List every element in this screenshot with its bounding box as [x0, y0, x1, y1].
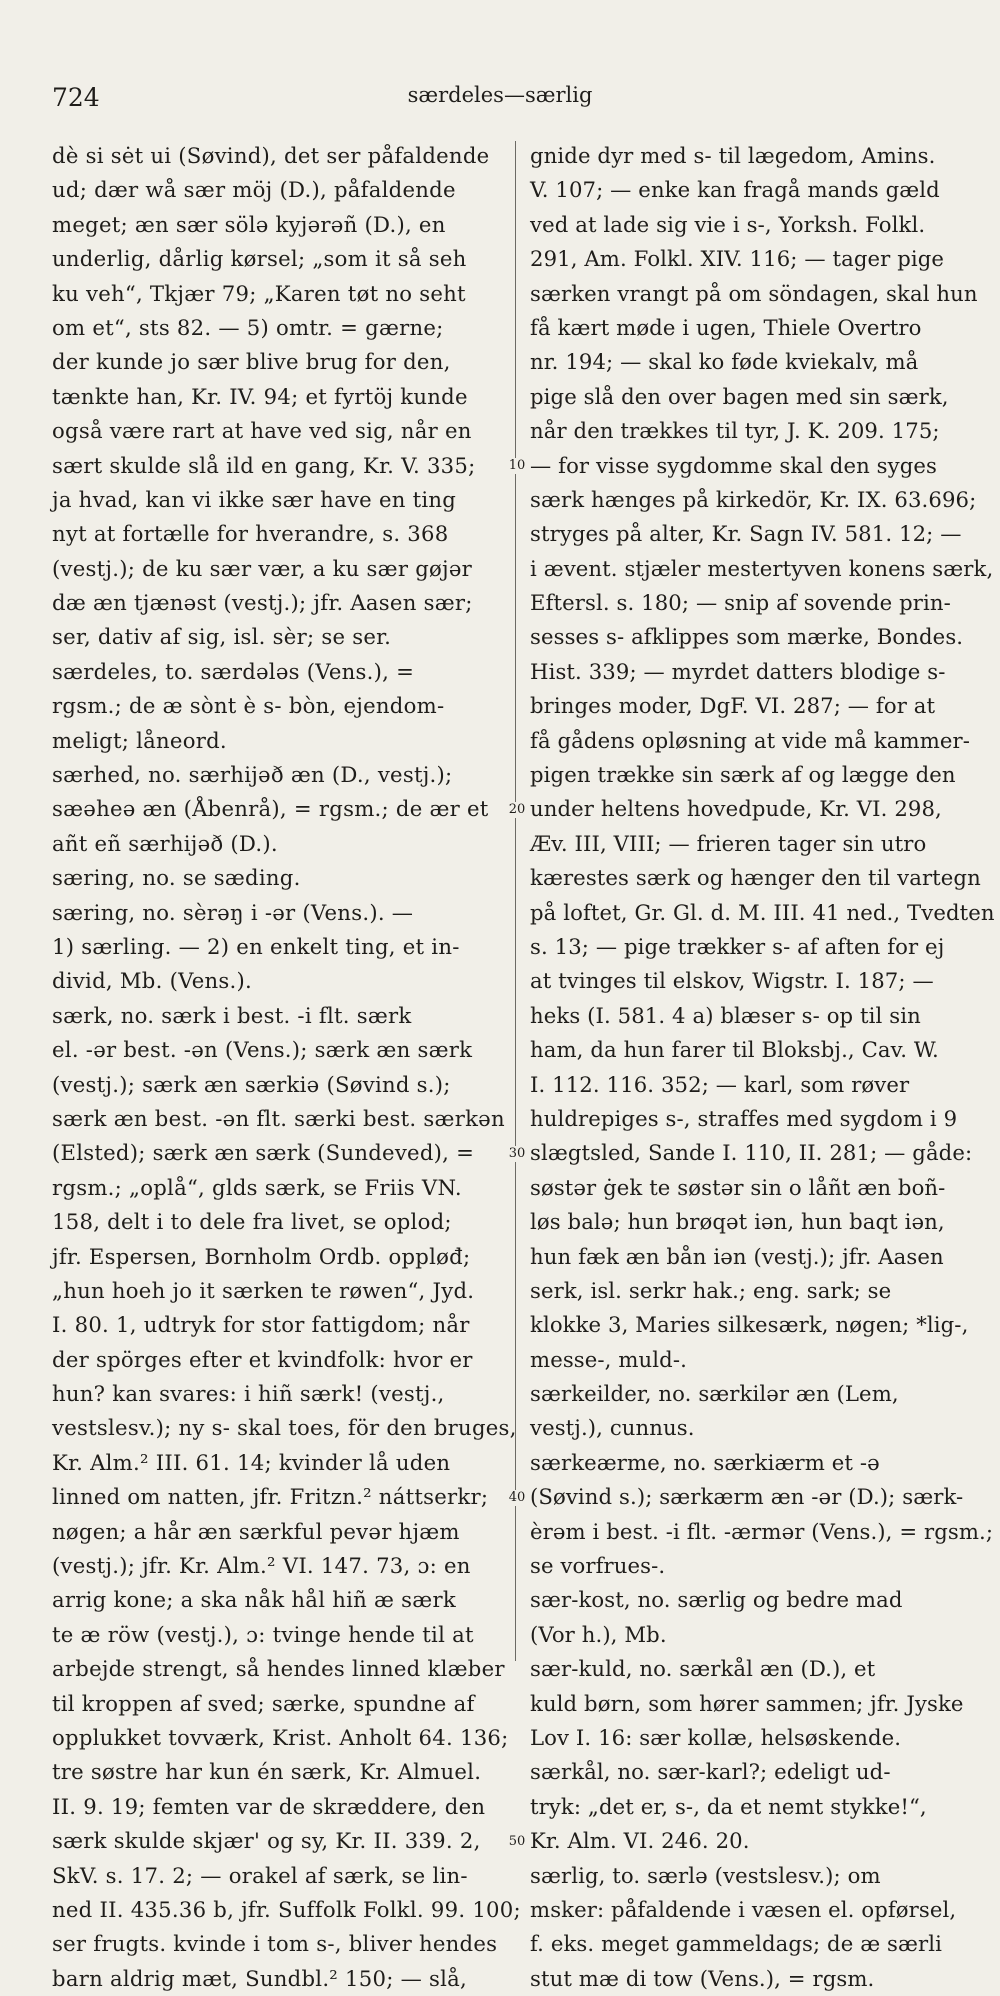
text-line: søstər ġek te søstər sin o låñt æn boñ- — [530, 1174, 946, 1200]
text-line: under heltens hovedpude, Kr. VI. 298, — [530, 796, 942, 822]
text-line: Eftersl. s. 180; — snip af sovende prin- — [530, 590, 951, 616]
line-number-marker: 50 — [506, 1834, 528, 1850]
text-line: ved at lade sig vie i s-, Yorksh. Folkl. — [530, 211, 926, 237]
text-line: særhed, no. særhijəð æn (D., vestj.); — [52, 762, 453, 788]
text-line: særkeærme, no. særkiærm et -ə — [530, 1449, 880, 1475]
running-head: særdeles—særlig — [407, 83, 593, 107]
text-line: vestslesv.); ny s- skal toes, för den bruges, — [52, 1415, 517, 1441]
text-line: ku veh“, Tkjær 79; „Karen tøt no seht — [52, 280, 466, 306]
text-line: ud; dær wå sær möj (D.), påfaldende — [52, 177, 456, 203]
text-line: få gådens opløsning at vide må kammer- — [530, 727, 971, 753]
text-line: stut mæ di tow (Vens.), = rgsm. — [530, 1965, 875, 1991]
line-number-marker: 20 — [506, 802, 528, 818]
text-line: særkeilder, no. særkilər æn (Lem, — [530, 1381, 899, 1407]
text-line: i ævent. stjæler mestertyven konens særk, — [530, 555, 994, 581]
page-number: 724 — [52, 83, 100, 112]
line-number-marker: 10 — [506, 458, 528, 474]
text-line: barn aldrig mæt, Sundbl.² 150; — slå, — [52, 1965, 468, 1991]
text-line: om et“, sts 82. — 5) omtr. = gærne; — [52, 314, 444, 340]
text-line: hun fæk æn bån iən (vestj.); jfr. Aasen — [530, 1243, 944, 1269]
text-line: heks (I. 581. 4 a) blæser s- op til sin — [530, 1002, 921, 1028]
text-line: sært skulde slå ild en gang, Kr. V. 335; — [52, 452, 476, 478]
text-line: særing, no. sèrəŋ i -ər (Vens.). — — [52, 899, 414, 925]
text-line: arbejde strengt, så hendes linned klæber — [52, 1656, 505, 1682]
text-line: meligt; låneord. — [52, 727, 227, 753]
text-line: at tvinges til elskov, Wigstr. I. 187; — — [530, 968, 934, 994]
text-line: sær-kost, no. særlig og bedre mad — [530, 1587, 903, 1613]
text-line: 1) særling. — 2) en enkelt ting, et in- — [52, 933, 460, 959]
text-line: te æ röw (vestj.), ɔ: tvinge hende til at — [52, 1621, 474, 1647]
text-line: klokke 3, Maries silkesærk, nøgen; *lig-, — [530, 1312, 969, 1338]
text-line: sæəheə æn (Åbenrå), = rgsm.; de ær et — [52, 796, 489, 822]
text-line: serk, isl. serkr hak.; eng. sark; se — [530, 1277, 892, 1303]
text-line: få kært møde i ugen, Thiele Overtro — [530, 314, 922, 340]
text-line: (Vor h.), Mb. — [530, 1621, 667, 1647]
text-line: når den trækkes til tyr, J. K. 209. 175; — [530, 418, 940, 444]
text-line: kuld børn, som hører sammen; jfr. Jyske — [530, 1690, 964, 1716]
text-line: tre søstre har kun én særk, Kr. Almuel. — [52, 1759, 482, 1785]
text-line: stryges på alter, Kr. Sagn IV. 581. 12; — — [530, 521, 962, 547]
text-line: Æv. III, VIII; — frieren tager sin utro — [530, 830, 927, 856]
text-line: èrəm i best. -i flt. -ærmər (Vens.), = rgsm.; — [530, 1518, 994, 1544]
text-line: ser frugts. kvinde i tom s-, bliver hendes — [52, 1931, 498, 1957]
text-line: I. 112. 116. 352; — karl, som røver — [530, 1071, 910, 1097]
text-line: særk æn best. -ən flt. særki best. særkən — [52, 1105, 505, 1131]
text-line: I. 80. 1, udtryk for stor fattigdom; når — [52, 1312, 470, 1338]
text-line: II. 9. 19; femten var de skræddere, den — [52, 1793, 486, 1819]
text-line: msker: påfaldende i væsen el. opførsel, — [530, 1896, 957, 1922]
text-line: særdeles, to. særdələs (Vens.), = — [52, 658, 415, 684]
text-line: særken vrangt på om söndagen, skal hun — [530, 280, 978, 306]
text-line: — for visse sygdomme skal den syges — [530, 452, 937, 478]
text-line: ned II. 435.36 b, jfr. Suffolk Folkl. 99. 100; — [52, 1896, 521, 1922]
text-line: jfr. Espersen, Bornholm Ordb. oppløđ; — [52, 1243, 471, 1269]
text-line: nøgen; a hår æn særkful pevər hjæm — [52, 1518, 460, 1544]
text-line: „hun hoeh jo it særken te røwen“, Jyd. — [52, 1277, 475, 1303]
text-line: huldrepiges s-, straffes med sygdom i 9 — [530, 1105, 958, 1131]
text-line: meget; æn sær sölə kyjərəñ (D.), en — [52, 211, 446, 237]
text-line: ham, da hun farer til Bloksbj., Cav. W. — [530, 1037, 939, 1063]
text-line: añt eñ særhijəð (D.). — [52, 830, 278, 856]
text-line: dæ æn tjænəst (vestj.); jfr. Aasen sær; — [52, 590, 473, 616]
text-line: messe-, muld-. — [530, 1346, 687, 1372]
text-line: f. eks. meget gammeldags; de æ særli — [530, 1931, 943, 1957]
text-line: tryk: „det er, s-, da et nemt stykke!“, — [530, 1793, 927, 1819]
text-line: se vorfrues-. — [530, 1553, 666, 1579]
text-line: tænkte han, Kr. IV. 94; et fyrtöj kunde — [52, 383, 468, 409]
text-line: (Elsted); særk æn særk (Sundeved), = — [52, 1140, 475, 1166]
text-line: hun? kan svares: i hiñ særk! (vestj., — [52, 1381, 445, 1407]
text-line: løs balə; hun brøqət iən, hun baqt iən, — [530, 1209, 945, 1235]
text-line: (vestj.); jfr. Kr. Alm.² VI. 147. 73, ɔ: en — [52, 1553, 471, 1579]
text-line: rgsm.; „oplå“, glds særk, se Friis VN. — [52, 1174, 462, 1200]
text-line: pigen trække sin særk af og lægge den — [530, 762, 956, 788]
text-line: sær-kuld, no. særkål æn (D.), et — [530, 1656, 876, 1682]
text-line: dè si sėt ui (Søvind), det ser påfaldende — [52, 143, 490, 168]
text-line: nr. 194; — skal ko føde kviekalv, må — [530, 349, 919, 375]
text-line: divid, Mb. (Vens.). — [52, 968, 253, 994]
text-line: Kr. Alm.² III. 61. 14; kvinder lå uden — [52, 1449, 451, 1475]
text-line: sesses s- afklippes som mærke, Bondes. — [530, 624, 964, 650]
text-line: Hist. 339; — myrdet datters blodige s- — [530, 658, 946, 684]
text-line: (vestj.); de ku sær vær, a ku sær gøjər — [52, 555, 473, 581]
text-line: Kr. Alm. VI. 246. 20. — [530, 1828, 750, 1854]
text-line: ser, dativ af sig, isl. sèr; se ser. — [52, 624, 392, 650]
text-line: 158, delt i to dele fra livet, se oplod; — [52, 1209, 452, 1235]
text-line: (vestj.); særk æn særkiə (Søvind s.); — [52, 1071, 451, 1097]
text-line: arrig kone; a ska nåk hål hiñ æ særk — [52, 1587, 456, 1613]
text-line: særing, no. se sæding. — [52, 865, 301, 891]
text-line: særk hænges på kirkedör, Kr. IX. 63.696; — [530, 486, 977, 512]
text-line: el. -ər best. -ən (Vens.); særk æn særk — [52, 1037, 473, 1063]
right-column — [530, 139, 995, 1996]
text-line: på loftet, Gr. Gl. d. M. III. 41 ned., Tvedten — [530, 899, 995, 925]
text-line: også være rart at have ved sig, når en — [52, 418, 472, 444]
text-line: særk skulde skjær' og sy, Kr. II. 339. 2, — [52, 1828, 481, 1854]
text-line: til kroppen af sved; særke, spundne af — [52, 1690, 475, 1716]
text-line: 291, Am. Folkl. XIV. 116; — tager pige — [530, 246, 945, 272]
text-line: ja hvad, kan vi ikke sær have en ting — [52, 486, 457, 512]
text-line: vestj.), cunnus. — [530, 1415, 695, 1441]
text-line: pige slå den over bagen med sin særk, — [530, 383, 949, 409]
text-line: gnide dyr med s- til lægedom, Amins. — [530, 143, 936, 168]
text-line: V. 107; — enke kan fragå mands gæld — [530, 177, 940, 203]
text-line: særlig, to. særlə (vestslesv.); om — [530, 1862, 881, 1888]
text-line: opplukket tovværk, Krist. Anholt 64. 136; — [52, 1724, 509, 1750]
text-line: Lov I. 16: sær kollæ, helsøskende. — [530, 1724, 902, 1750]
text-line: linned om natten, jfr. Fritzn.² náttserkr; — [52, 1484, 489, 1510]
text-line: særk, no. særk i best. -i flt. særk — [52, 1002, 412, 1028]
text-line: SkV. s. 17. 2; — orakel af særk, se lin- — [52, 1862, 468, 1888]
text-line: rgsm.; de æ sònt è s- bòn, ejendom- — [52, 693, 445, 719]
text-line: nyt at fortælle for hverandre, s. 368 — [52, 521, 449, 547]
line-number-marker: 30 — [506, 1146, 528, 1162]
text-line: (Søvind s.); særkærm æn -ər (D.); særk- — [530, 1484, 964, 1510]
text-line: s. 13; — pige trækker s- af aften for ej — [530, 933, 945, 959]
text-line: underlig, dårlig kørsel; „som it så seh — [52, 246, 467, 272]
text-line: der spörges efter et kvindfolk: hvor er — [52, 1346, 473, 1372]
text-line: der kunde jo sær blive brug for den, — [52, 349, 451, 375]
text-line: bringes moder, DgF. VI. 287; — for at — [530, 693, 936, 719]
text-line: slægtsled, Sande I. 110, II. 281; — gåde: — [530, 1140, 973, 1166]
line-number-marker: 40 — [506, 1490, 528, 1506]
text-line: særkål, no. sær-karl?; edeligt ud- — [530, 1759, 891, 1785]
text-line: kærestes særk og hænger den til vartegn — [530, 865, 981, 891]
